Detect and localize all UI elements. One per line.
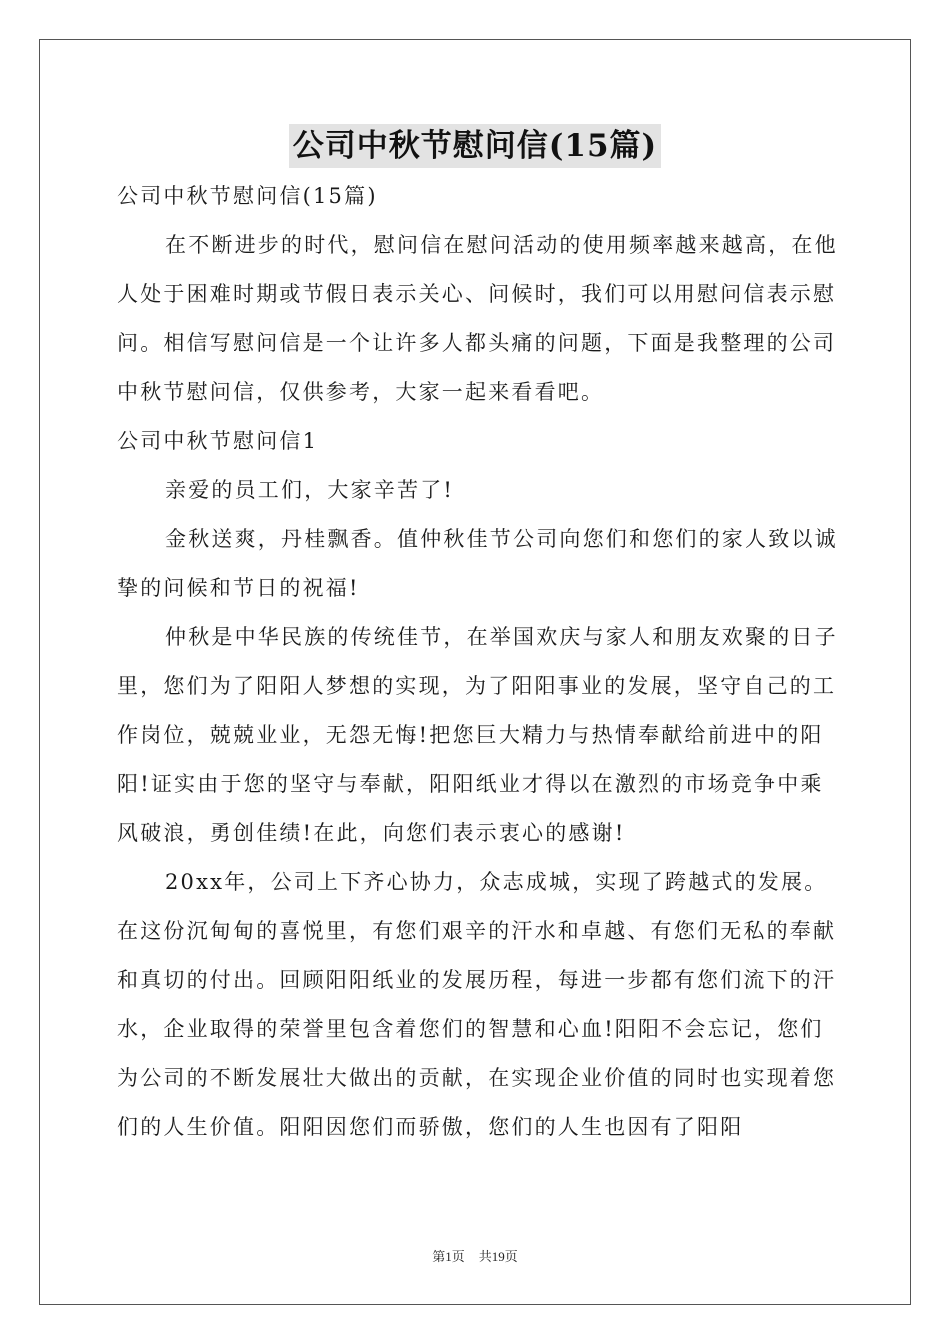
body-paragraph: 金秋送爽，丹桂飘香。值仲秋佳节公司向您们和您们的家人致以诚挚的问候和节日的祝福!: [117, 527, 838, 600]
document-title: [0, 124, 950, 168]
greeting-paragraph: 亲爱的员工们，大家辛苦了!: [165, 478, 455, 502]
intro-paragraph: 在不断进步的时代，慰问信在慰问活动的使用频率越来越高，在他人处于困难时期或节假日表示关心、问候时，我们可以用慰问信表示慰问。相信写慰问信是一个让许多人都头痛的问题，下面是我整理的公司中秋节慰问信，仅供参考，大家一起来看看吧。: [117, 233, 838, 404]
body-paragraph: 仲秋是中华民族的传统佳节，在举国欢庆与家人和朋友欢聚的日子里，您们为了阳阳人梦想的实现，为了阳阳事业的发展，坚守自己的工作岗位，兢兢业业，无怨无悔!把您巨大精力与热情奉献给前进中的阳阳!证实由于您的坚守与奉献，阳阳纸业才得以在激烈的市场竞争中乘风破浪，勇创佳绩!在此，向您们表示衷心的感谢!: [117, 625, 838, 845]
body-paragraph: 20xx年，公司上下齐心协力，众志成城，实现了跨越式的发展。在这份沉甸甸的喜悦里，有您们艰辛的汗水和卓越、有您们无私的奉献和真切的付出。回顾阳阳纸业的发展历程，每进一步都有您们流下的汗水，企业取得的荣誉里包含着您们的智慧和心血!阳阳不会忘记，您们为公司的不断发展壮大做出的贡献，在实现企业价值的同时也实现着您们的人生价值。阳阳因您们而骄傲，您们的人生也因有了阳阳: [117, 870, 837, 1139]
page-total: 共19页: [478, 1249, 518, 1264]
subtitle-line: 公司中秋节慰问信(15篇): [117, 184, 378, 208]
page-number: 第1页: [432, 1249, 465, 1264]
document-body: [117, 172, 839, 1152]
page-footer: [0, 1246, 950, 1265]
section-heading: 公司中秋节慰问信1: [117, 429, 319, 453]
document-title-text: 公司中秋节慰问信(15篇): [289, 124, 661, 168]
